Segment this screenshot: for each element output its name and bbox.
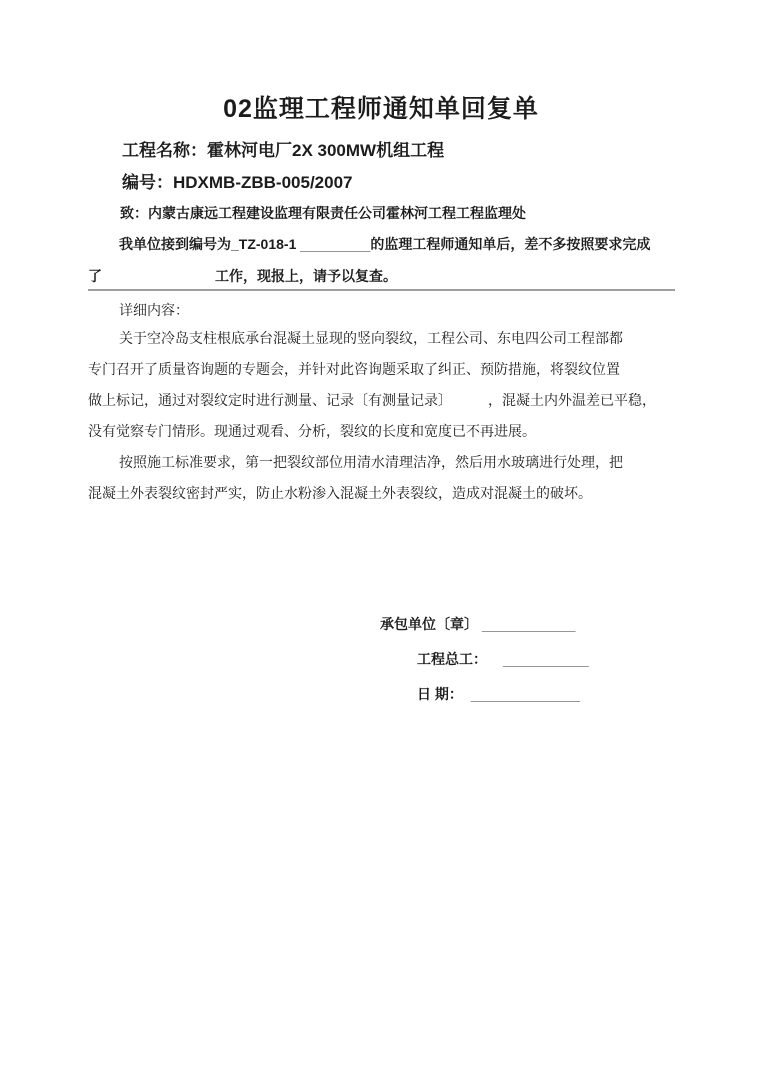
- chief-engineer-line: [417, 642, 762, 677]
- paragraph2-line2: 混凝土外表裂纹密封严实，防止水粉渗入混凝土外表裂纹，造成对混凝土的破坏。: [88, 485, 592, 501]
- receipt-cont-lead: 了: [88, 268, 102, 284]
- signature-block: [0, 607, 762, 712]
- notice-number-blank: _________: [300, 236, 371, 252]
- contractor-unit-blank: ____________: [482, 616, 576, 632]
- document-number-line: [122, 172, 762, 193]
- paragraph1-line2: 专门召开了质量咨询题的专题会，并针对此咨询题采取了纠正、预防措施，将裂纹位置: [88, 361, 620, 377]
- project-name-line: [122, 140, 762, 161]
- date-label: 日 期：: [417, 686, 463, 702]
- contractor-unit-line: [380, 607, 762, 642]
- receipt-suffix: 的监理工程师通知单后，差不多按照要求完成: [370, 236, 651, 252]
- receipt-statement-line: [119, 234, 762, 254]
- paragraph1-line3-segment1: 做上标记，通过对裂纹定时进行测量、记录〔有测量记录〕: [88, 392, 452, 408]
- addressee-line: 致：内蒙古康远工程建设监理有限责任公司霍林河工程工程监理处: [120, 205, 526, 221]
- date-blank: ______________: [470, 686, 580, 702]
- date-line: [417, 677, 762, 712]
- receipt-cont-text: 工作，现报上，请予以复查。: [215, 268, 397, 284]
- paragraph1-line3-segment2: ，混凝土内外温差已平稳，: [488, 392, 656, 408]
- receipt-prefix: 我单位接到编号为: [119, 236, 231, 252]
- project-name-value: 霍林河电厂2X 300MW机组工程: [207, 141, 445, 160]
- paragraph1-line3: [88, 385, 762, 416]
- contractor-unit-label: 承包单位〔章〕: [380, 616, 478, 632]
- page-title: 02监理工程师通知单回复单: [223, 95, 539, 123]
- paragraph1-line4: 没有觉察专门情形。现通过观看、分析，裂纹的长度和宽度已不再进展。: [88, 423, 536, 439]
- blank-space: [102, 280, 215, 281]
- blank-space: [452, 404, 488, 405]
- paragraph2-line1: 按照施工标准要求，第一把裂纹部位用清水清理洁净，然后用水玻璃进行处理，把: [119, 454, 623, 470]
- project-name-label: 工程名称：: [122, 141, 207, 160]
- section-divider: [88, 289, 675, 291]
- paragraph1-line1: 关于空冷岛支柱根底承台混凝土显现的竖向裂纹，工程公司、东电四公司工程部都: [119, 330, 623, 346]
- notice-number-value: _TZ-018-1: [231, 236, 301, 252]
- detail-content-label: 详细内容：: [119, 302, 189, 318]
- chief-engineer-blank: ___________: [503, 651, 589, 667]
- chief-engineer-label: 工程总工：: [417, 651, 487, 667]
- document-number-value: HDXMB-ZBB-005/2007: [173, 173, 353, 192]
- document-number-label: 编号：: [122, 173, 173, 192]
- receipt-continuation-line: [88, 266, 762, 286]
